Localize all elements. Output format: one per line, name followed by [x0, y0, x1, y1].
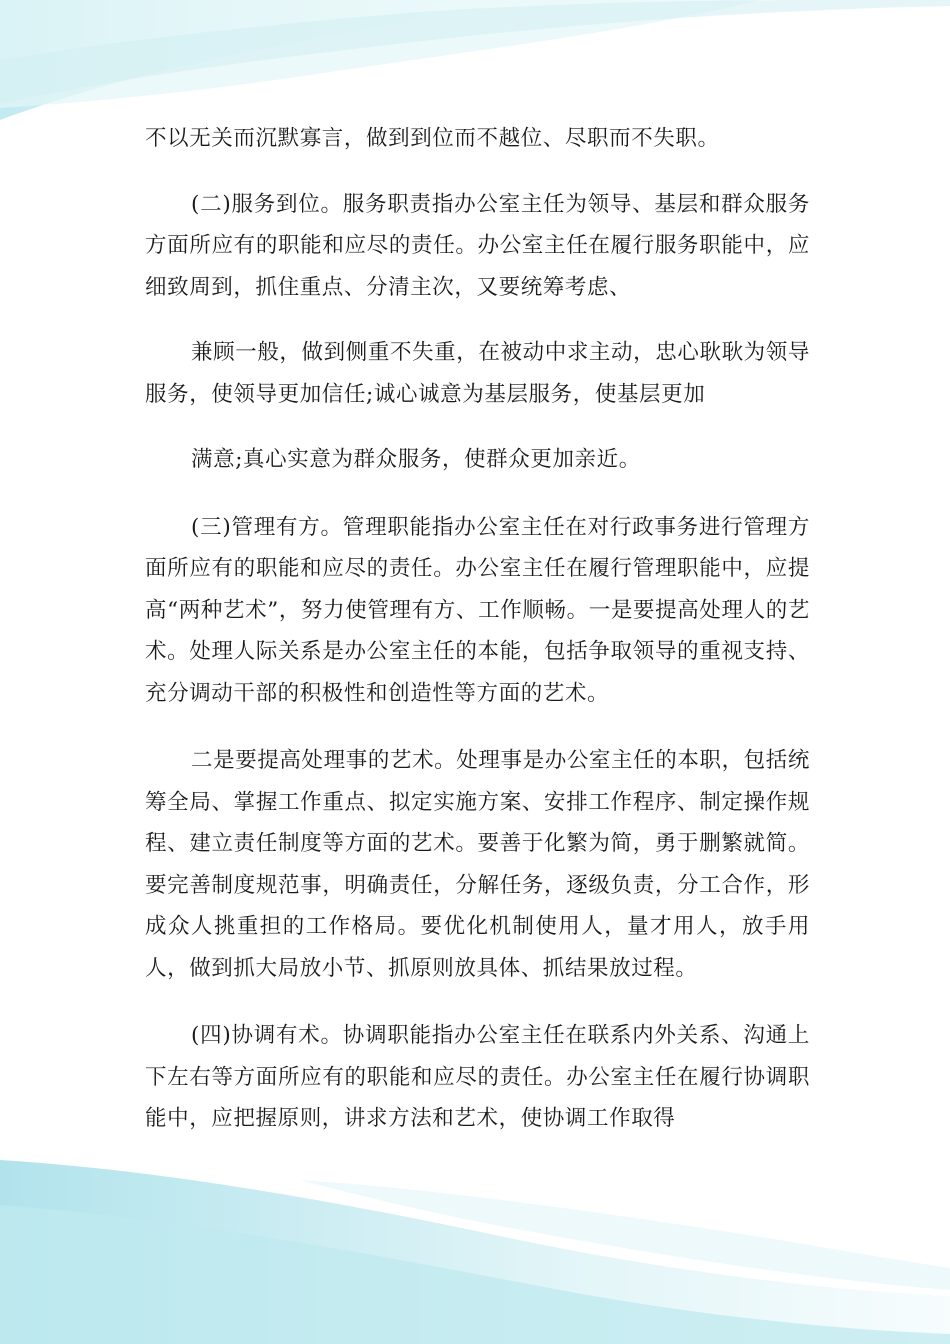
paragraph-management-continued: 二是要提高处理事的艺术。处理事是办公室主任的本职，包括统筹全局、掌握工作重点、拟定实施方案、安排工作程序、制定操作规程、建立责任制度等方面的艺术。要善于化繁为简，勇于删繁就简。要完善制度规范事，明确责任，分解任务，逐级负责，分工合作，形成众人挑重担的工作格局。要优化机制使用人，量才用人，放手用人，做到抓大局放小节、抓原则放具体、抓结果放过程。 [145, 748, 810, 981]
paragraph-service-end: 满意;真心实意为群众服务，使群众更加亲近。 [191, 447, 641, 472]
paragraph-continuation: 不以无关而沉默寡言，做到到位而不越位、尽职而不失职。 [145, 126, 720, 151]
paragraph-coordination: (四)协调有术。协调职能指办公室主任在联系内外关系、沟通上下左右等方面所应有的职能和应尽的责任。办公室主任在履行协调职能中，应把握原则，讲求方法和艺术，使协调工作取得 [145, 1023, 810, 1131]
document-page [145, 118, 810, 1140]
paragraph-service: (二)服务到位。服务职责指办公室主任为领导、基层和群众服务方面所应有的职能和应尽的责任。办公室主任在履行服务职能中，应细致周到，抓住重点、分清主次，又要统筹考虑、 [145, 191, 810, 300]
paragraph-management: (三)管理有方。管理职能指办公室主任在对行政事务进行管理方面所应有的职能和应尽的责任。办公室主任在履行管理职能中，应提高“两种艺术”，努力使管理有方、工作顺畅。一是要提高处理人的艺术。处理人际关系是办公室主任的本能，包括争取领导的重视支持、充分调动干部的积极性和创造性等方面的艺术。 [145, 514, 810, 706]
paragraph-service-continued: 兼顾一般，做到侧重不失重，在被动中求主动，忠心耿耿为领导服务，使领导更加信任;诚心诚意为基层服务，使基层更加 [145, 340, 810, 407]
